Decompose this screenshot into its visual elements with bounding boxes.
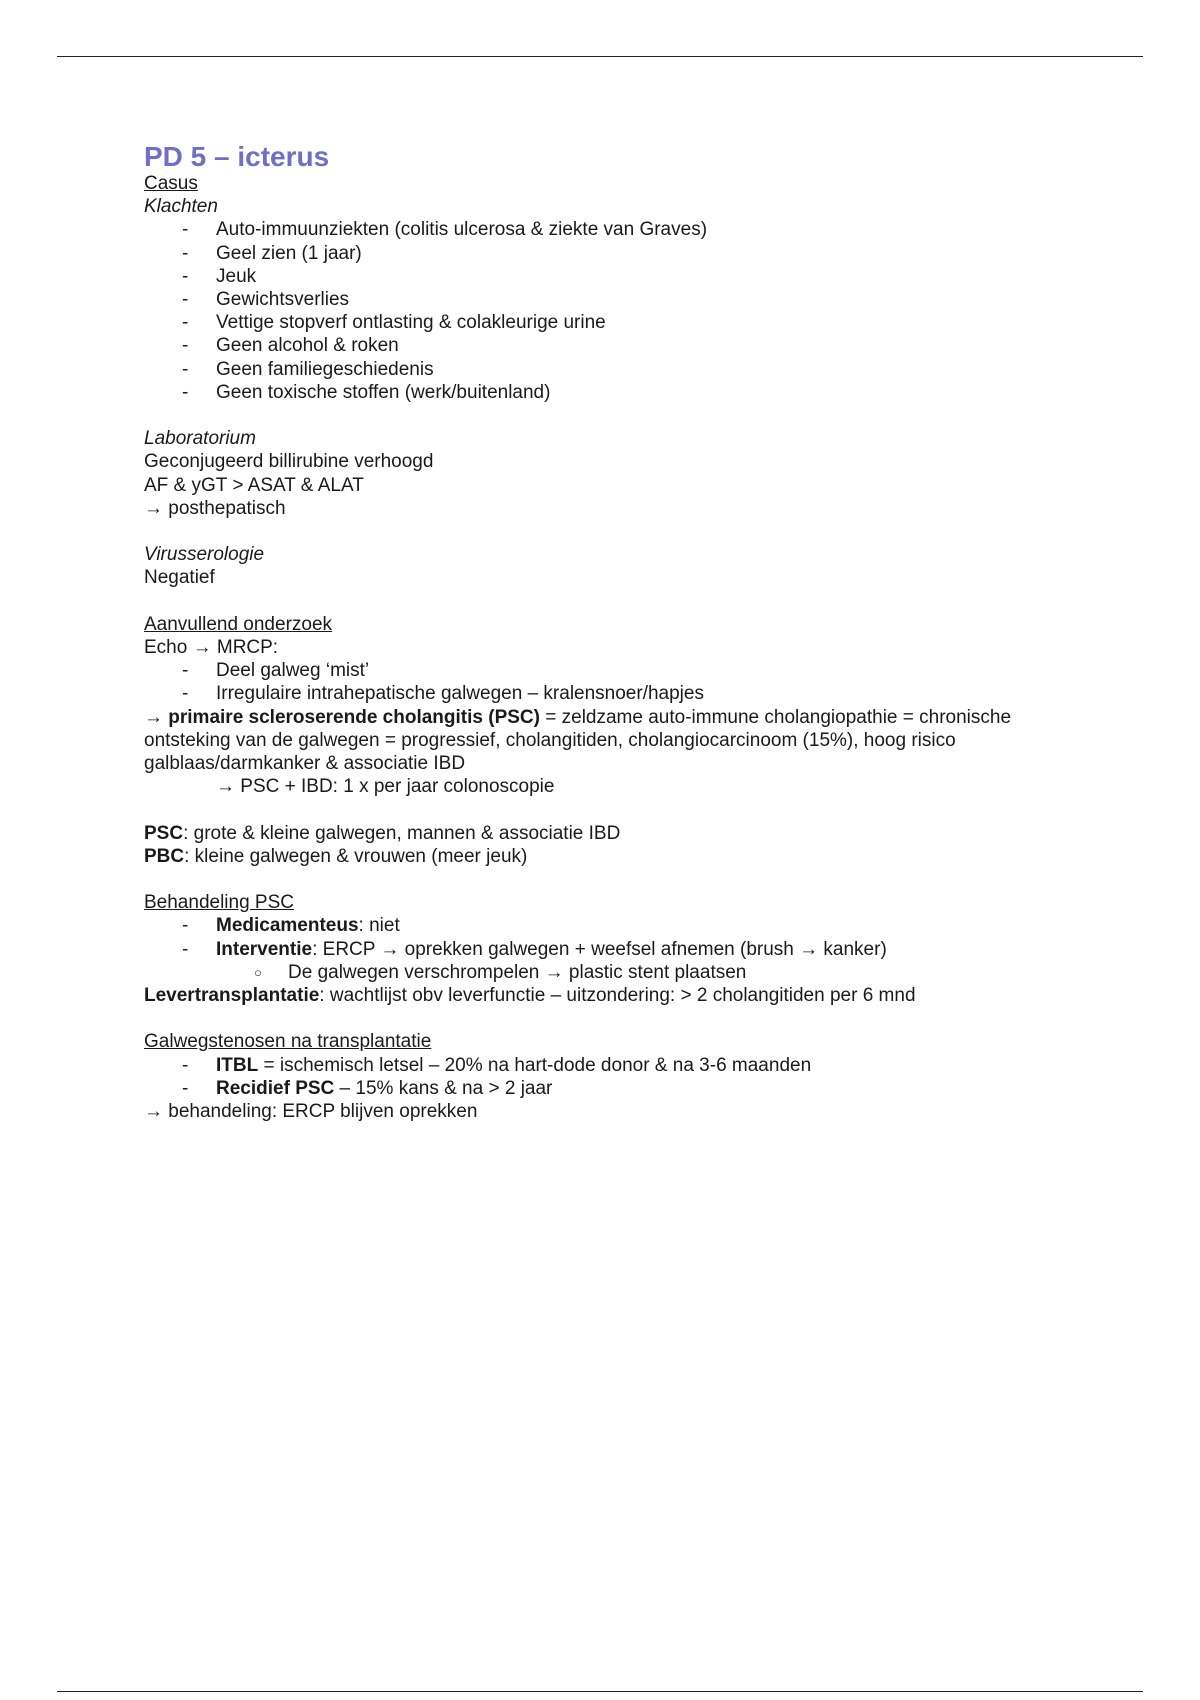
- bullet-dash: -: [182, 219, 189, 241]
- bullet-dash: -: [182, 335, 189, 357]
- aanvullend-heading: Aanvullend onderzoek: [144, 613, 333, 635]
- list-item: - Vettige stopverf ontlasting & colakleurige urine: [182, 312, 606, 334]
- lab-line: Geconjugeerd billirubine verhoogd: [144, 451, 434, 473]
- stenosen-conclusion: → behandeling: ERCP blijven oprekken: [144, 1101, 478, 1123]
- klachten-heading: Klachten: [144, 196, 218, 218]
- stenosen-heading: Galwegstenosen na transplantatie: [144, 1031, 432, 1053]
- bullet-dash: -: [182, 915, 189, 937]
- bullet-dash: -: [182, 381, 189, 403]
- psc-definition: → primaire scleroserende cholangitis (PSC) = zeldzame auto-immune cholangiopathie = chronische ontsteking van de galwegen = progressief, cholangitiden, cholangiocarcinoom (15%), hoog risico galblaas/darmkanker & associatie IBD: [144, 706, 1012, 775]
- aanvullend-intro: Echo → MRCP:: [144, 637, 279, 659]
- list-item: - ITBL = ischemisch letsel – 20% na hart-dode donor & na 3-6 maanden: [182, 1054, 812, 1076]
- behandeling-heading: Behandeling PSC: [144, 892, 294, 914]
- klachten-list: [144, 218, 1084, 404]
- list-item: - Geen toxische stoffen (werk/buitenland): [182, 381, 551, 403]
- list-item: - Geen familiegeschiedenis: [182, 358, 434, 380]
- header-rule: [57, 56, 1143, 57]
- list-item: - Medicamenteus: niet: [182, 915, 400, 937]
- lab-conclusion: → posthepatisch: [144, 497, 286, 519]
- virusserologie-value: Negatief: [144, 567, 215, 589]
- sub-list-item: ○ De galwegen verschrompelen → plastic stent plaatsen: [254, 961, 747, 983]
- list-item: - Auto-immuunziekten (colitis ulcerosa & ziekte van Graves): [182, 219, 708, 241]
- casus-heading: Casus: [144, 173, 198, 194]
- list-item: - Geel zien (1 jaar): [182, 242, 362, 264]
- virusserologie-heading: Virusserologie: [144, 544, 265, 566]
- bullet-dash: -: [182, 242, 189, 264]
- list-item: - Jeuk: [182, 265, 257, 287]
- lab-heading: Laboratorium: [144, 428, 256, 450]
- document-body: [144, 140, 1084, 1123]
- page-title: PD 5 – icterus: [144, 141, 330, 172]
- levertransplantatie-line: Levertransplantatie: wachtlijst obv leverfunctie – uitzondering: > 2 cholangitiden per 6 mnd: [144, 985, 916, 1007]
- bullet-dash: -: [182, 660, 189, 682]
- list-item: - Geen alcohol & roken: [182, 335, 399, 357]
- bullet-dash: -: [182, 358, 189, 380]
- bullet-dash: -: [182, 312, 189, 334]
- list-item: - Irregulaire intrahepatische galwegen – kralensnoer/hapjes: [182, 683, 704, 705]
- lab-line: AF & yGT > ASAT & ALAT: [144, 474, 364, 496]
- psc-comparison: PSC: grote & kleine galwegen, mannen & associatie IBD: [144, 822, 621, 844]
- bullet-dash: -: [182, 1077, 189, 1099]
- pbc-comparison: PBC: kleine galwegen & vrouwen (meer jeuk): [144, 845, 528, 867]
- list-item: - Interventie: ERCP → oprekken galwegen + weefsel afnemen (brush → kanker): [182, 938, 887, 960]
- bullet-dash: -: [182, 265, 189, 287]
- footer-rule: [57, 1691, 1143, 1692]
- bullet-dash: -: [182, 289, 189, 311]
- bullet-dash: -: [182, 1054, 189, 1076]
- list-item: - Deel galweg ‘mist’: [182, 660, 370, 682]
- list-item: - Gewichtsverlies: [182, 289, 350, 311]
- psc-followup: → PSC + IBD: 1 x per jaar colonoscopie: [216, 776, 555, 798]
- bullet-dash: -: [182, 683, 189, 705]
- list-item: - Recidief PSC – 15% kans & na > 2 jaar: [182, 1077, 553, 1099]
- bullet-dash: -: [182, 938, 189, 960]
- bullet-circle-icon: ○: [254, 964, 262, 980]
